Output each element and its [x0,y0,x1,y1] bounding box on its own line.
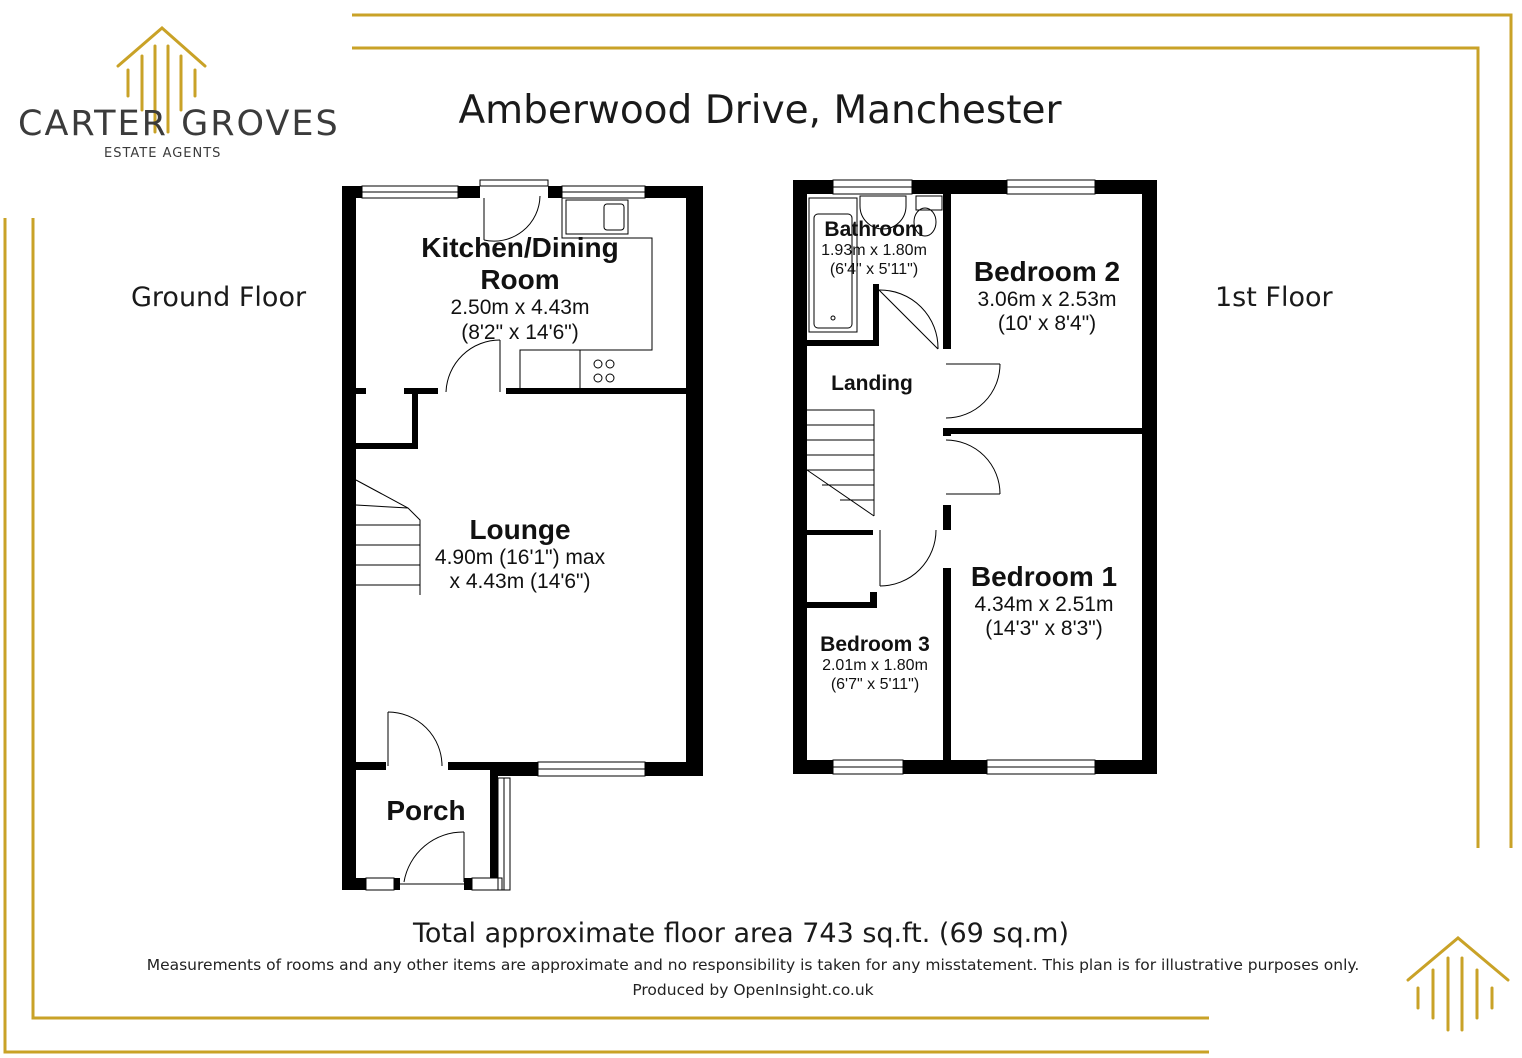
ground-floor-label: Ground Floor [131,282,307,313]
room-porch [366,795,486,827]
room-imperial: (8'2" x 14'6") [461,320,579,344]
produced-by-text: Produced by OpenInsight.co.uk [632,981,874,999]
room-imperial: (14'3" x 8'3") [985,617,1103,641]
corner-house-icon [1408,938,1508,1030]
room-metric: 2.50m x 4.43m [450,296,590,320]
room-imperial: (6'7" x 5'11") [830,675,920,693]
disclaimer-text: Measurements of rooms and any other items are approximate and no responsibility is taken for any misstatement. This plan is for illustrative purposes only. [146,956,1360,974]
room-bedroom-1 [950,561,1138,641]
total-floor-area: Total approximate floor area 743 sq.ft. (69 sq.m) [412,918,1070,949]
room-name: Kitchen/Dining [421,232,619,263]
room-bathroom [808,218,940,279]
room-name: Porch [386,795,466,826]
room-name: Lounge [469,514,571,545]
room-name: Bedroom 1 [970,561,1118,592]
room-imperial: (10' x 8'4") [997,312,1097,336]
room-dimension-line2: x 4.43m (14'6") [449,570,591,594]
brand-tagline: ESTATE AGENTS [104,146,222,161]
property-title: Amberwood Drive, Manchester [458,88,1062,133]
room-bedroom-2 [952,256,1142,336]
room-landing [812,372,932,396]
room-metric: 4.34m x 2.51m [974,593,1114,617]
room-name: Bathroom [824,218,924,241]
room-name: Bedroom 3 [820,633,930,656]
first-floor-label: 1st Floor [1215,282,1333,313]
room-metric: 2.01m x 1.80m [822,657,928,675]
room-kitchen-dining [380,232,660,345]
room-name-line2: Room [480,264,560,296]
room-metric: 3.06m x 2.53m [977,288,1117,312]
room-lounge [400,514,640,594]
decorative-frame [5,15,1511,1052]
room-dimension-line1: 4.90m (16'1") max [434,546,606,570]
room-bedroom-3 [807,633,943,694]
brand-name: CARTER GROVES [18,104,340,144]
room-name: Landing [831,372,913,395]
room-name: Bedroom 2 [973,256,1121,287]
room-imperial: (6'4" x 5'11") [829,260,919,278]
room-metric: 1.93m x 1.80m [821,242,927,260]
